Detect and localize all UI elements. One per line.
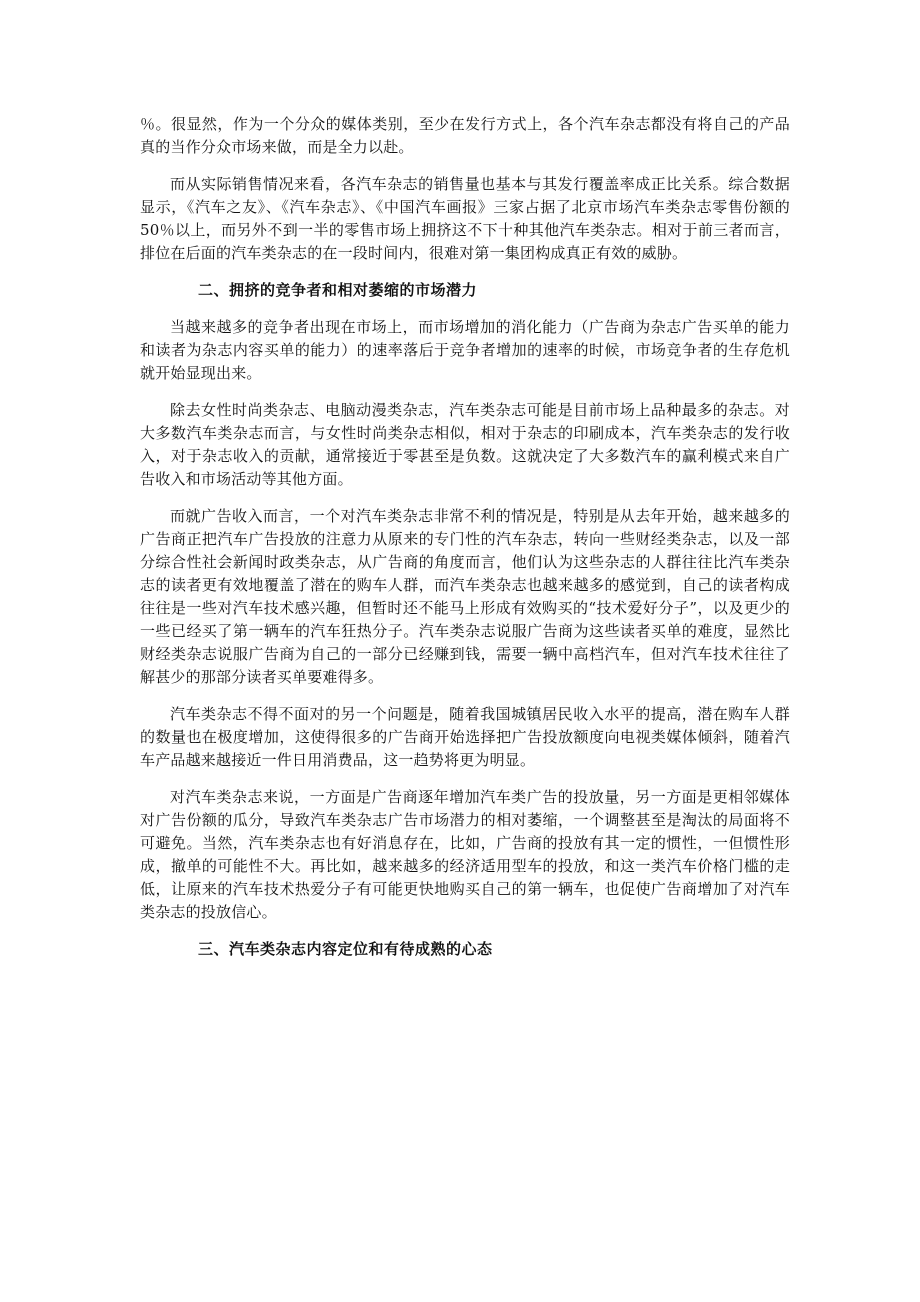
- paragraph-revenue-model: 除去女性时尚类杂志、电脑动漫类杂志，汽车类杂志可能是目前市场上品种最多的杂志。对大多数汽车类杂志而言，与女性时尚类杂志相似，相对于杂志的印刷成本，汽车类杂志的发行收入，对于杂志收入的贡献，通常接近于零甚至是负数。这就决定了大多数汽车的赢利模式来自广告收入和市场活动等其他方面。: [140, 401, 790, 488]
- paragraph-market-outlook: 对汽车类杂志来说，一方面是广告商逐年增加汽车类广告的投放量，另一方面是更相邻媒体对广告份额的瓜分，导致汽车类杂志广告市场潜力的相对萎缩，一个调整甚至是淘汰的局面将不可避免。当然，汽车类杂志也有好消息存在，比如，广告商的投放有其一定的惯性，一但惯性形成，撤单的可能性不大。再比如，越来越多的经济适用型车的投放，和这一类汽车价格门槛的走低，让原来的汽车技术热爱分子有可能更快地购买自己的第一辆车，也促使广告商增加了对汽车类杂志的投放信心。: [140, 788, 790, 921]
- paragraph-sales-share: 而从实际销售情况来看，各汽车杂志的销售量也基本与其发行覆盖率成正比关系。综合数据显示，《汽车之友》、《汽车杂志》、《中国汽车画报》三家占据了北京市场汽车类杂志零售份额的50％以上，而另外不到一半的零售市场上拥挤这不下十种其他汽车类杂志。相对于前三者而言，排位在后面的汽车类杂志的在一段时间内，很难对第一集团构成真正有效的威胁。: [140, 175, 790, 262]
- section-heading-3: 三、汽车类杂志内容定位和有待成熟的心态: [198, 940, 493, 958]
- paragraph-competitor-crisis: 当越来越多的竞争者出现在市场上，而市场增加的消化能力（广告商为杂志广告买单的能力和读者为杂志内容买单的能力）的速率落后于竞争者增加的速率的时候，市场竞争者的生存危机就开始显现出来。: [140, 318, 790, 382]
- paragraph-intro-continued: ％。很显然，作为一个分众的媒体类别，至少在发行方式上，各个汽车杂志都没有将自己的产品真的当作分众市场来做，而是全力以赴。: [140, 115, 790, 156]
- document-page: [140, 113, 790, 961]
- paragraph-advertising-shift: 而就广告收入而言，一个对汽车类杂志非常不利的情况是，特别是从去年开始，越来越多的广告商正把汽车广告投放的注意力从原来的专门性的汽车杂志，转向一些财经类杂志，以及一部分综合性社会新闻时政类杂志，从广告商的角度而言，他们认为这些杂志的人群往往比汽车类杂志的读者更有效地覆盖了潜在的购车人群，而汽车类杂志也越来越多的感觉到，自己的读者构成往往是一些对汽车技术感兴趣，但暂时还不能马上形成有效购买的“技术爱好分子”，以及更少的一些已经买了第一辆车的汽车狂热分子。汽车类杂志说服广告商为这些读者买单的难度，显然比财经类杂志说服广告商为自己的一部分已经赚到钱，需要一辆中高档汽车，但对汽车技术往往了解甚少的那部分读者买单要难得多。: [140, 507, 790, 686]
- paragraph-tv-media: 汽车类杂志不得不面对的另一个问题是，随着我国城镇居民收入水平的提高，潜在购车人群的数量也在极度增加，这使得很多的广告商开始选择把广告投放额度向电视类媒体倾斜，随着汽车产品越来越接近一件日用消费品，这一趋势将更为明显。: [140, 705, 790, 769]
- section-heading-2: 二、拥挤的竞争者和相对萎缩的市场潜力: [198, 281, 478, 299]
